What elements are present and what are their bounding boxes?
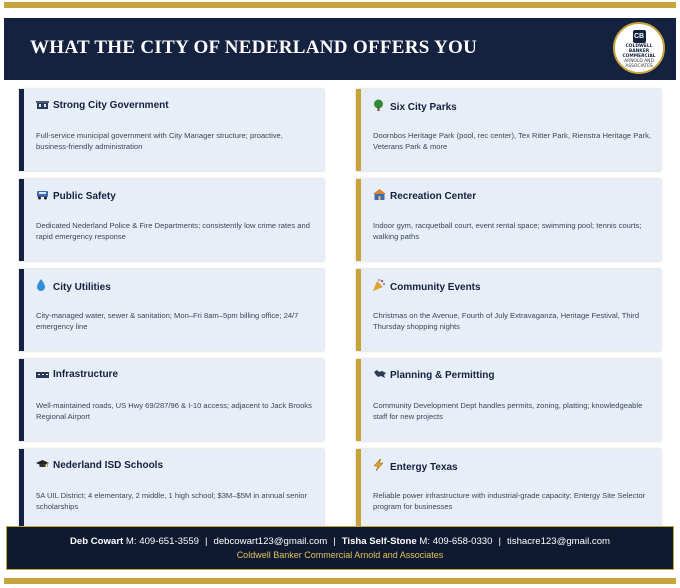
- card-description: Full-service municipal government with City Manager structure; proactive, business-friendly administration: [36, 131, 283, 151]
- contact-2-name: Tisha Self-Stone: [341, 536, 417, 547]
- logo-mark: CB: [633, 30, 646, 43]
- logo-line-3: ARNOLD AND: [624, 59, 654, 64]
- card-community-events: [356, 269, 661, 351]
- card-recreation-center: [356, 179, 661, 261]
- card-six-city-parks: [356, 89, 661, 171]
- card-description: 5A UIL District; 4 elementary, 2 middle, 1 high school; $3M–$5M in annual senior scholarships: [36, 491, 307, 511]
- logo-line-4: ASSOCIATES: [625, 64, 653, 69]
- bottom-gold-bar: [4, 578, 676, 584]
- coldwell-banker-logo: [613, 22, 665, 74]
- card-description: Dedicated Nederland Police & Fire Departments; consistently low crime rates and rapid emergency response: [36, 221, 310, 241]
- separator: |: [205, 536, 208, 547]
- map-icon: [373, 369, 387, 382]
- card-title: Six City Parks: [390, 102, 457, 113]
- card-infrastructure: [19, 359, 324, 441]
- page-title: WHAT THE CITY OF NEDERLAND OFFERS YOU: [30, 37, 478, 58]
- recreation-building-icon: [373, 189, 387, 203]
- card-description: Indoor gym, racquetball court, event rental space; swimming pool; tennis courts; walking paths: [373, 221, 642, 241]
- card-title: Strong City Government: [53, 100, 169, 111]
- card-city-utilities: [19, 269, 324, 351]
- card-title: Recreation Center: [390, 191, 477, 202]
- header-banner: [4, 18, 676, 80]
- road-icon: [36, 369, 50, 381]
- graduation-cap-icon: [36, 459, 50, 472]
- building-icon: [36, 99, 50, 112]
- contact-1-phone: M: 409-651-3559: [125, 536, 199, 547]
- company-name: Coldwell Banker Commercial Arnold and Associates: [236, 550, 444, 560]
- separator: |: [333, 536, 336, 547]
- party-popper-icon: [373, 279, 387, 294]
- card-description: City-managed water, sewer & sanitation; Mon–Fri 8am–5pm billing office; 24/7 emergency line: [36, 311, 299, 331]
- card-title: Community Events: [390, 282, 481, 293]
- card-description: Doornbos Heritage Park (pool, rec center), Tex Ritter Park, Rienstra Heritage Park, Veterans Park & more: [373, 131, 651, 151]
- contact-footer: [6, 526, 674, 570]
- card-entergy-texas: [356, 449, 661, 531]
- police-car-icon: [36, 189, 50, 203]
- card-description: Christmas on the Avenue, Fourth of July Extravaganza, Heritage Festival, Third Thursday shopping nights: [373, 311, 640, 331]
- card-title: Public Safety: [53, 191, 116, 202]
- top-gold-bar: [4, 2, 676, 8]
- card-title: Entergy Texas: [390, 462, 458, 473]
- card-strong-city-government: [19, 89, 324, 171]
- card-title: City Utilities: [53, 282, 111, 293]
- card-nederland-isd-schools: [19, 449, 324, 531]
- logo-line-1: COLDWELL BANKER: [625, 44, 653, 54]
- logo-line-2: COMMERCIAL: [622, 54, 656, 59]
- contact-2-phone: M: 409-658-0330: [419, 536, 493, 547]
- contact-line: [7, 536, 673, 547]
- lightning-icon: [373, 459, 387, 474]
- water-drop-icon: [36, 279, 50, 294]
- card-description: Community Development Dept handles permits, zoning, platting; knowledgeable staff for new projects: [373, 401, 643, 421]
- contact-1-name: Deb Cowart: [69, 536, 124, 547]
- contact-2-email[interactable]: tishacre123@gmail.com: [506, 536, 611, 547]
- card-title: Nederland ISD Schools: [53, 460, 164, 471]
- card-title: Infrastructure: [53, 369, 119, 380]
- card-description: Well-maintained roads, US Hwy 69/287/96 & I-10 access; adjacent to Jack Brooks Regional Airport: [36, 401, 312, 421]
- tree-icon: [373, 99, 387, 114]
- card-planning-permitting: [356, 359, 661, 441]
- card-description: Reliable power infrastructure with industrial-grade capacity; Entergy Site Selector program for businesses: [373, 491, 646, 511]
- separator: |: [498, 536, 501, 547]
- card-public-safety: [19, 179, 324, 261]
- card-title: Planning & Permitting: [390, 370, 495, 381]
- contact-1-email[interactable]: debcowart123@gmail.com: [213, 536, 328, 547]
